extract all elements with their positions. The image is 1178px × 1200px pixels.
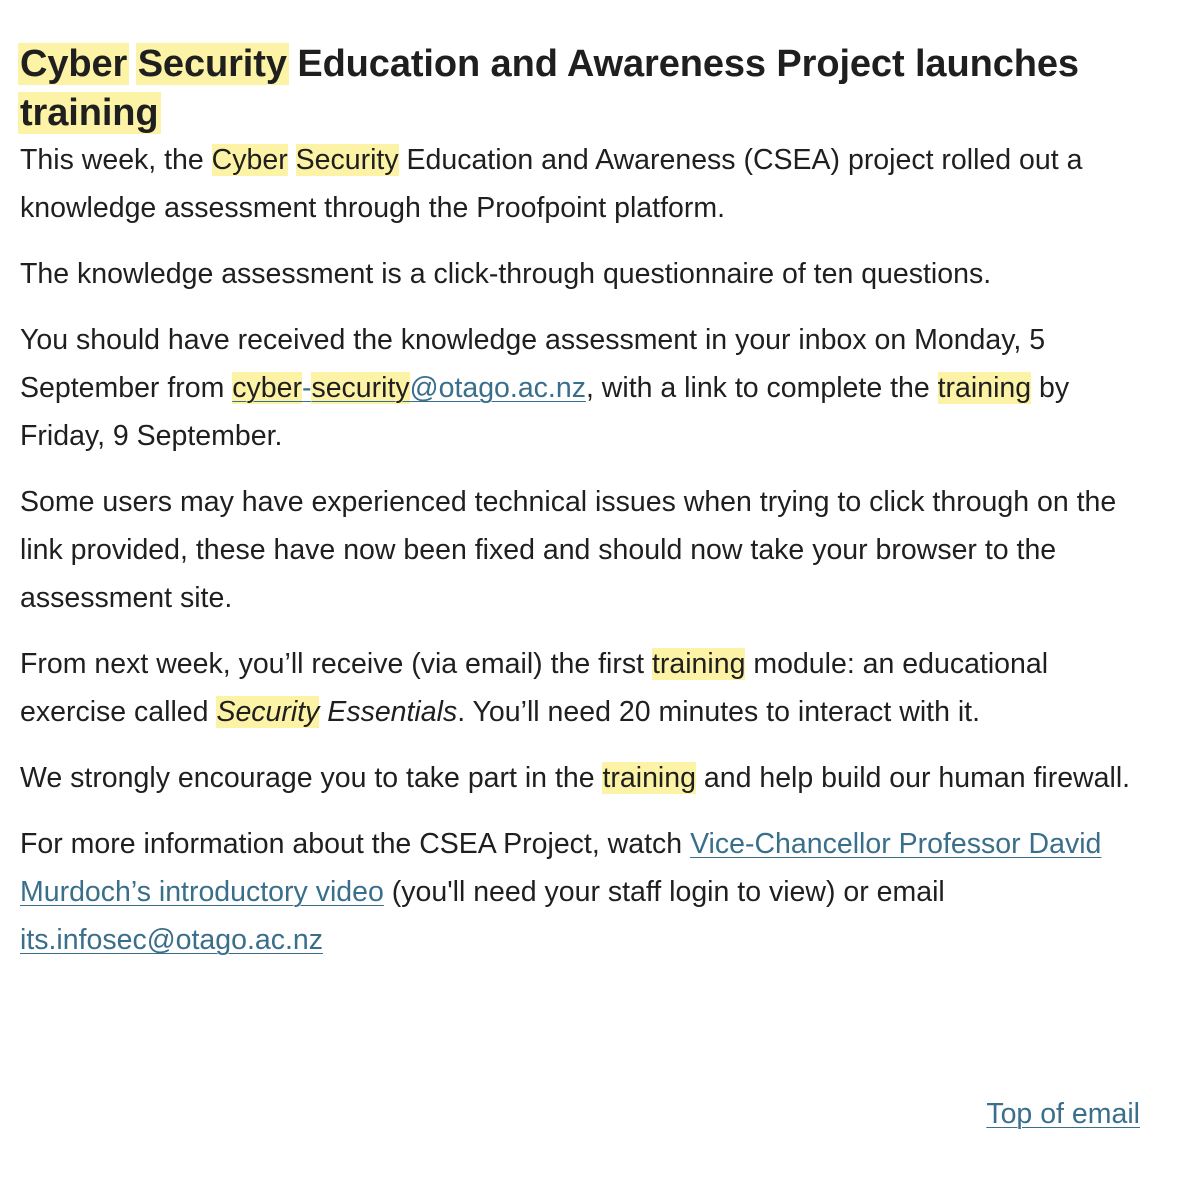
paragraph-more-info: [20, 820, 1160, 964]
search-highlight: Security: [295, 144, 399, 176]
search-highlight: training: [602, 762, 696, 794]
paragraph-questionnaire: [20, 250, 1160, 298]
paragraph-text: , with a link to complete the: [585, 372, 938, 404]
introductory-video-link[interactable]: Vice-Chancellor Professor David Murdoch’s introductory video: [20, 828, 1102, 908]
search-highlight: Security: [137, 43, 287, 85]
paragraph-text: We strongly encourage you to take part in the: [20, 762, 603, 794]
module-title: [216, 696, 457, 728]
search-highlight: training: [20, 92, 159, 134]
paragraph-text: Education and Awareness (CSEA) project rolled out a knowledge assessment through the Proofpoint platform.: [20, 144, 1083, 224]
article-headline: [20, 40, 1160, 138]
cyber-security-email-link[interactable]: [232, 372, 586, 404]
paragraph-text: The knowledge assessment is a click-through questionnaire of ten questions.: [20, 258, 992, 290]
headline-text: Education and Awareness Project launches: [286, 43, 1079, 85]
paragraph-inbox: [20, 316, 1160, 460]
search-highlight: Cyber: [20, 43, 128, 85]
footer: [986, 1090, 1140, 1138]
paragraph-text: From next week, you’ll receive (via email) the first: [20, 648, 652, 680]
search-highlight: security: [311, 372, 410, 404]
email-body: [20, 0, 1160, 982]
module-title-text: Essentials: [319, 696, 458, 728]
paragraph-text: For more information about the CSEA Project, watch: [20, 828, 691, 860]
infosec-email-link[interactable]: its.infosec@otago.ac.nz: [20, 924, 324, 956]
paragraph-next-week: [20, 640, 1160, 736]
search-highlight: Cyber: [211, 144, 288, 176]
search-highlight: training: [651, 648, 746, 680]
paragraph-text: You should have received the knowledge assessment in your inbox on Monday, 5 September from: [20, 324, 1046, 404]
search-highlight: cyber: [232, 372, 302, 404]
link-text: @otago.ac.nz: [409, 372, 586, 404]
top-of-email-link[interactable]: Top of email: [986, 1098, 1140, 1130]
paragraph-text: by Friday, 9 September.: [20, 372, 1070, 452]
paragraph-text: and help build our human firewall.: [695, 762, 1131, 794]
paragraph-text: . You’ll need 20 minutes to interact with it.: [457, 696, 981, 728]
paragraph-text: Some users may have experienced technical issues when trying to click through on the link provided, these have now been fixed and should now take your browser to the assessment site.: [20, 486, 1117, 614]
paragraph-intro: [20, 136, 1160, 232]
paragraph-text: This week, the: [20, 144, 212, 176]
paragraph-technical-issues: [20, 478, 1160, 622]
search-highlight: training: [937, 372, 1032, 404]
paragraph-encourage: [20, 754, 1160, 802]
paragraph-text: (you'll need your staff login to view) or email: [383, 876, 945, 908]
link-text: -: [301, 372, 312, 404]
search-highlight: Security: [216, 696, 320, 728]
paragraph-text: module: an educational exercise called: [20, 648, 1049, 728]
